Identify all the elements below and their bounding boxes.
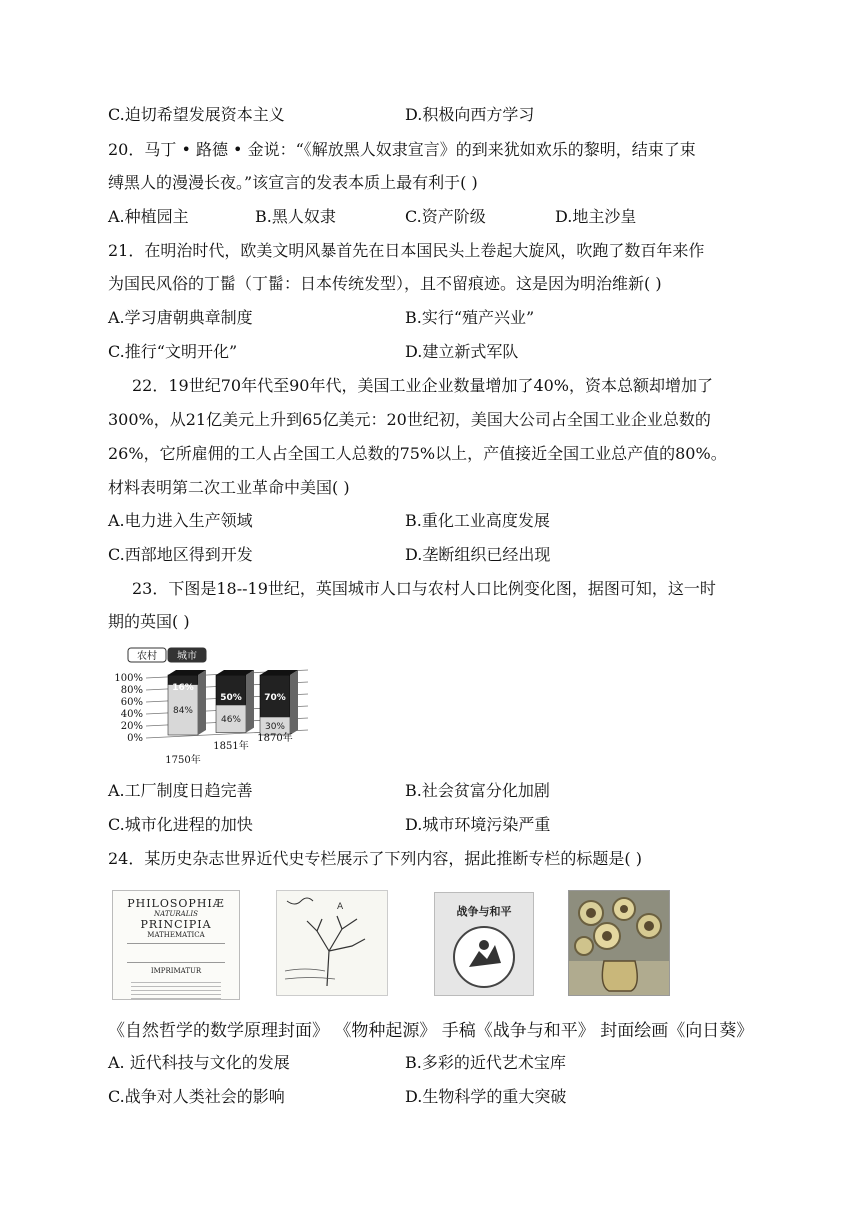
option-d: D.生物科学的重大突破 — [405, 1087, 567, 1106]
y-ticks — [114, 673, 143, 744]
option-d: D.城市环境污染严重 — [405, 815, 551, 834]
option-d: D.地主沙皇 — [555, 207, 637, 226]
question-text: 为国民风俗的丁髷（丁髷：日本传统发型），且不留痕迹。这是因为明治维新( ) — [108, 274, 662, 293]
cover-emblem — [435, 893, 533, 995]
cover-title-line: NATURALIS — [154, 910, 198, 918]
option-c: C.迫切希望发展资本主义 — [108, 105, 285, 124]
option-d: D.垄断组织已经出现 — [405, 545, 551, 564]
option-d: D.积极向西方学习 — [405, 105, 535, 124]
option-a: A.学习唐朝典章制度 — [108, 308, 253, 327]
option-d: D.建立新式军队 — [405, 342, 519, 361]
data-label-rural: 84% — [172, 705, 194, 716]
cover-title-line: IMPRIMATUR — [150, 967, 202, 975]
data-label-rural: 46% — [220, 714, 242, 725]
bar-side — [290, 670, 298, 735]
option-b: B.多彩的近代艺术宝库 — [405, 1053, 566, 1072]
image-captions: 《自然哲学的数学原理封面》 《物种起源》 手稿《战争与和平》 封面绘画《向日葵》 — [108, 1021, 754, 1041]
tree-sketch — [277, 891, 387, 995]
legend-label-rural: 农村 — [137, 651, 157, 662]
option-c: C.城市化进程的加快 — [108, 815, 253, 834]
cover-divider — [127, 943, 225, 963]
x-category-label: 1870年 — [257, 733, 293, 744]
data-label-urban: 50% — [220, 693, 242, 703]
cover-small-print — [131, 979, 221, 999]
question-text: 期的英国( ) — [108, 612, 190, 631]
y-tick-label: 20% — [120, 721, 143, 732]
option-b: B.社会贫富分化加剧 — [405, 781, 550, 800]
y-tick-label: 0% — [127, 733, 143, 744]
x-category-label: 1750年 — [165, 755, 201, 765]
bars — [168, 670, 298, 735]
war-and-peace-cover-image — [434, 892, 534, 996]
question-text: 23．下图是18--19世纪，英国城市人口与农村人口比例变化图，据图可知，这一时 — [132, 579, 716, 598]
svg-text:A: A — [337, 902, 344, 912]
y-tick-label: 60% — [120, 697, 143, 708]
legend — [128, 648, 206, 662]
y-tick-label: 80% — [120, 685, 143, 696]
cover-title: 战争与和平 — [456, 905, 512, 918]
option-c: C.战争对人类社会的影响 — [108, 1087, 285, 1106]
question-text: 缚黑人的漫漫长夜。”该宣言的发表本质上最有利于( ) — [108, 173, 478, 192]
question-text: 22．19世纪70年代至90年代，美国工业企业数量增加了40%，资本总额却增加了 — [132, 376, 714, 395]
principia-cover-image — [112, 890, 240, 1000]
data-label-urban: 70% — [264, 693, 286, 703]
legend-label-urban: 城市 — [177, 651, 197, 662]
question-text: 20．马丁 • 路德 • 金说：“《解放黑人奴隶宣言》的到来犹如欢乐的黎明，结束了束 — [108, 140, 696, 159]
bar-side — [246, 670, 254, 733]
option-b: B.重化工业高度发展 — [405, 511, 550, 530]
option-a: A. 近代科技与文化的发展 — [108, 1053, 290, 1072]
option-c: C.资产阶级 — [405, 207, 486, 226]
sunflowers-drawing — [569, 891, 669, 995]
cover-title-line: PRINCIPIA — [140, 918, 212, 931]
cover-title-line: MATHEMATICA — [147, 931, 205, 939]
question-text: 26%，它所雇佣的工人占全国工人总数的75%以上，产值接近全国工业总产值的80%。 — [108, 444, 727, 463]
option-a: A.电力进入生产领域 — [108, 511, 253, 530]
question-text: 300%，从21亿美元上升到65亿美元：20世纪初，美国大公司占全国工业企业总数的 — [108, 410, 711, 429]
option-a: A.种植园主 — [108, 207, 189, 226]
option-b: B.黑人奴隶 — [255, 207, 336, 226]
question-text: 24．某历史杂志世界近代史专栏展示了下列内容，据此推断专栏的标题是( ) — [108, 849, 642, 868]
population-ratio-chart — [108, 645, 328, 765]
option-a: A.工厂制度日趋完善 — [108, 781, 253, 800]
option-c: C.西部地区得到开发 — [108, 545, 253, 564]
y-tick-label: 100% — [114, 673, 143, 684]
y-tick-label: 40% — [120, 709, 143, 720]
data-label-rural: 30% — [264, 722, 286, 732]
option-c: C.推行“文明开化” — [108, 342, 238, 361]
sunflowers-painting-image — [568, 890, 670, 996]
option-b: B.实行“殖产兴业” — [405, 308, 535, 327]
data-label-urban: 16% — [172, 682, 194, 693]
bar-side — [198, 670, 206, 735]
question-text: 21．在明治时代，欧美文明风暴首先在日本国民头上卷起大旋风，吹跑了数百年来作 — [108, 241, 705, 260]
x-category-label: 1851年 — [213, 741, 249, 752]
cover-title-line: PHILOSOPHIÆ — [127, 897, 225, 910]
origin-of-species-sketch-image — [276, 890, 388, 996]
question-text: 材料表明第二次工业革命中美国( ) — [108, 478, 350, 497]
